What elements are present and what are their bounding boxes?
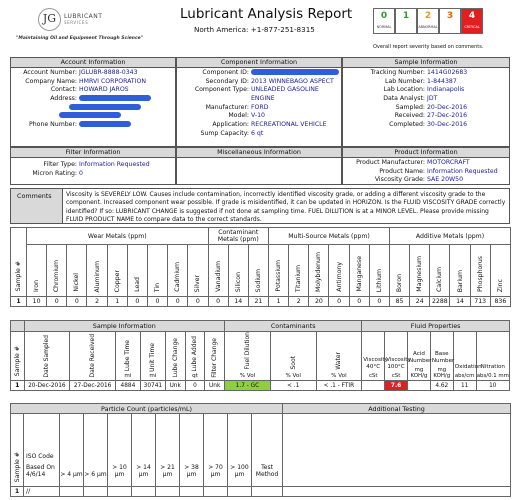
particle-sample-cell: 1 bbox=[11, 487, 24, 497]
severity-number: 4 bbox=[468, 11, 476, 21]
particle-count-header: Particle Count (particles/mL) bbox=[11, 404, 283, 414]
metal-value-boron: 85 bbox=[389, 297, 409, 307]
info-row bbox=[343, 86, 509, 95]
info-row bbox=[343, 78, 509, 87]
metal-column-label: Antimony bbox=[335, 262, 343, 292]
props-column-soot bbox=[270, 332, 316, 381]
info-value: SAE 20W50 bbox=[427, 176, 464, 184]
info-label: Contact: bbox=[50, 86, 77, 94]
props-column-viscosity-100-c bbox=[385, 332, 411, 381]
info-value: Information Requested bbox=[79, 161, 150, 168]
info-label bbox=[177, 95, 251, 104]
info-label: Micron Rating: bbox=[32, 169, 77, 177]
info-value: MOTORCRAFT bbox=[427, 159, 470, 166]
metal-value-chromium: 0 bbox=[47, 297, 67, 307]
metal-column-label: Iron bbox=[33, 280, 41, 292]
props-value-fuel-dilution: 1.7 - GC bbox=[225, 381, 271, 391]
info-row bbox=[11, 161, 175, 170]
props-value-base-number: 4.62 bbox=[430, 381, 453, 391]
metal-column-silicon bbox=[228, 245, 248, 297]
props-column-lube-time bbox=[115, 332, 140, 381]
metal-column-label: Barium bbox=[456, 269, 464, 292]
metal-group-wear-metals-ppm: Wear Metals (ppm) bbox=[27, 228, 209, 245]
props-column-acid-number bbox=[408, 332, 431, 381]
props-sample-label: Sample # bbox=[13, 346, 21, 377]
metal-column-label: Tin bbox=[154, 282, 162, 292]
metal-column-potassium bbox=[268, 245, 288, 297]
props-column-label: Viscosity 40°C bbox=[363, 357, 388, 370]
particle-value-cell bbox=[180, 487, 204, 497]
info-value: 20-Dec-2016 bbox=[427, 103, 468, 111]
misc-info-header: Miscellaneous Information bbox=[177, 148, 341, 158]
metal-column-lithium bbox=[369, 245, 389, 297]
metal-column-label: Potassium bbox=[275, 260, 283, 292]
info-row bbox=[343, 95, 509, 104]
props-column-label: Viscosity 100°C bbox=[386, 357, 411, 370]
props-column-unit: mi bbox=[124, 373, 132, 380]
severity-scale bbox=[373, 8, 485, 34]
info-row bbox=[177, 104, 341, 113]
props-column-label: Lube Time bbox=[124, 340, 132, 372]
metal-value-silicon: 14 bbox=[228, 297, 248, 307]
severity-label: CRITICAL bbox=[464, 25, 480, 29]
props-column-unit: qt bbox=[192, 373, 198, 380]
additional-testing-cell bbox=[283, 487, 511, 497]
metal-column-label: Phosphorus bbox=[476, 256, 484, 292]
info-value: RECREATIONAL VEHICLE bbox=[251, 121, 327, 129]
props-column-label: Water bbox=[335, 351, 343, 370]
info-row bbox=[11, 104, 175, 113]
metal-column-label: Lithium bbox=[375, 268, 383, 292]
iso-code-cell: // bbox=[24, 487, 60, 497]
metal-column-magnesium bbox=[410, 245, 430, 297]
sample-info-header: Sample Information bbox=[343, 58, 509, 68]
info-value: UNLEADED GASOLINE bbox=[251, 86, 319, 94]
info-value: Information Requested bbox=[427, 167, 498, 175]
props-value-lube-added: 0 bbox=[185, 381, 205, 391]
metal-value-antimony: 0 bbox=[329, 297, 349, 307]
component-info-header: Component Information bbox=[177, 58, 341, 68]
info-row bbox=[177, 78, 341, 87]
props-column-unit: cSt bbox=[391, 373, 401, 380]
iso-code-label: ISO Code bbox=[26, 453, 54, 460]
severity-cell-0 bbox=[373, 8, 395, 34]
redacted-value bbox=[79, 121, 131, 127]
info-row bbox=[11, 95, 175, 104]
metal-value-manganese: 0 bbox=[349, 297, 369, 307]
info-label: Address: bbox=[50, 95, 77, 103]
particle-column-38-m: > 38 µm bbox=[180, 414, 204, 487]
sample-number-cell: 1 bbox=[11, 297, 27, 307]
metal-value-sodium: 21 bbox=[248, 297, 268, 307]
props-value-lube-change: Unk bbox=[165, 381, 185, 391]
particle-value-cell bbox=[108, 487, 132, 497]
metal-column-label: Cadmium bbox=[174, 262, 182, 292]
metal-value-calcium: 2288 bbox=[430, 297, 450, 307]
misc-info-section bbox=[176, 147, 342, 185]
particle-value-cell bbox=[84, 487, 108, 497]
metal-column-calcium bbox=[430, 245, 450, 297]
severity-label: NORMAL bbox=[376, 25, 392, 29]
info-label: Component Type: bbox=[194, 86, 249, 94]
metal-value-molybdenum: 20 bbox=[309, 297, 329, 307]
info-label: Data Analyst: bbox=[383, 95, 425, 103]
info-value: V-10 bbox=[251, 112, 265, 120]
particle-column-14-m: > 14 µm bbox=[132, 414, 156, 487]
metal-column-silver bbox=[188, 245, 208, 297]
props-value-soot: < .1 bbox=[270, 381, 316, 391]
metal-column-zinc bbox=[490, 245, 510, 297]
info-label: Account Number: bbox=[23, 69, 77, 76]
metal-column-label: Vanadium bbox=[214, 261, 222, 292]
filter-info-section bbox=[10, 147, 176, 185]
info-label: Completed: bbox=[389, 121, 425, 129]
props-column-unit: mi bbox=[149, 373, 157, 380]
metal-column-boron bbox=[389, 245, 409, 297]
props-column-lube-added bbox=[185, 332, 205, 381]
info-value: HMRVI CORPORATION bbox=[79, 77, 146, 85]
info-value: ENGINE bbox=[251, 95, 275, 103]
info-value: 2013 WINNEBAGO ASPECT bbox=[251, 77, 334, 85]
particle-value-cell bbox=[204, 487, 228, 497]
metal-column-label: Chromium bbox=[53, 259, 61, 292]
comments-text: Viscosity is SEVERELY LOW. Causes include contamination, incorrectly identified viscosity grade, or adding a different viscosity grade to the component. Increased component wear possible. If grade is misidentified, it can be updated in HORIZON. Is the FLUID VISCOSITY GRADE correctly identified? If so: LUBRICANT CHANGE is suggested if not done at sampling time. FUEL DILUTION is at a MINOR LEVEL. Please provide missing FLUID PRODUCT NAME to compare data to the correct standards. bbox=[66, 191, 506, 223]
particle-column-4-m: > 4 µm bbox=[60, 414, 84, 487]
metal-column-molybdenum bbox=[309, 245, 329, 297]
comments-section bbox=[10, 188, 510, 224]
account-info-section bbox=[10, 57, 176, 147]
info-label: Secondary ID: bbox=[205, 77, 249, 85]
info-label: Sump Capacity: bbox=[200, 129, 249, 137]
props-column-label: Nitration bbox=[480, 363, 505, 370]
props-column-label: Filter Change bbox=[211, 337, 219, 378]
info-value: FORD bbox=[251, 103, 269, 111]
metal-value-aluminum: 2 bbox=[87, 297, 107, 307]
props-value-acid-number bbox=[408, 381, 431, 391]
props-sample-header bbox=[11, 332, 25, 381]
metal-column-label: Copper bbox=[113, 269, 121, 292]
metal-value-barium: 14 bbox=[450, 297, 470, 307]
props-column-label: Base Number bbox=[431, 351, 455, 364]
particle-count-table bbox=[10, 403, 510, 497]
info-row bbox=[11, 86, 175, 95]
metal-column-label: Manganese bbox=[355, 256, 363, 292]
props-value-viscosity-40-c bbox=[362, 381, 385, 391]
info-row bbox=[343, 112, 509, 121]
info-value: JGLUBR-8888-0343 bbox=[79, 69, 138, 76]
props-value-lube-time: 4884 bbox=[115, 381, 140, 391]
metal-group-contaminant-metals-ppm: Contaminant Metals (ppm) bbox=[208, 228, 268, 245]
props-column-date-received bbox=[70, 332, 116, 381]
particle-column-100-m: > 100 µm bbox=[228, 414, 252, 487]
props-value-unit-time: 30741 bbox=[140, 381, 165, 391]
metal-column-label: Boron bbox=[396, 273, 404, 292]
particle-column-21-m: > 21 µm bbox=[156, 414, 180, 487]
info-row bbox=[11, 121, 175, 130]
severity-number: 0 bbox=[380, 11, 388, 21]
metal-value-copper: 1 bbox=[107, 297, 127, 307]
metal-column-aluminum bbox=[87, 245, 107, 297]
info-label: Filter Type: bbox=[43, 161, 77, 168]
metal-value-vanadium: 0 bbox=[208, 297, 228, 307]
props-column-oxidation bbox=[453, 332, 482, 381]
metal-column-label: Lead bbox=[133, 277, 141, 292]
props-value-nitration: 10 bbox=[476, 381, 509, 391]
info-label: Lab Number: bbox=[385, 77, 425, 85]
metal-column-label: Aluminum bbox=[93, 260, 101, 292]
info-row bbox=[11, 69, 175, 78]
props-column-unit: mg KOH/g bbox=[433, 367, 451, 380]
props-value-filter-change: Unk bbox=[205, 381, 225, 391]
severity-note: Overall report severity based on comments. bbox=[373, 44, 484, 50]
props-column-lube-change bbox=[165, 332, 185, 381]
metal-column-manganese bbox=[349, 245, 369, 297]
metal-value-titanium: 2 bbox=[289, 297, 309, 307]
info-row bbox=[11, 112, 175, 121]
metals-table bbox=[10, 227, 510, 307]
fluid-properties-table bbox=[10, 320, 510, 391]
props-column-label: Lube Added bbox=[191, 335, 199, 372]
severity-label: ABNORMAL bbox=[418, 25, 438, 29]
metal-column-label: Nickel bbox=[73, 273, 81, 292]
props-column-label: Acid Number bbox=[409, 351, 432, 364]
particle-value-cell bbox=[156, 487, 180, 497]
props-column-unit: abs/cm bbox=[454, 373, 475, 380]
severity-cell-4 bbox=[461, 8, 483, 34]
sample-info-section bbox=[342, 57, 510, 147]
props-column-filter-change bbox=[205, 332, 225, 381]
metal-column-copper bbox=[107, 245, 127, 297]
info-row bbox=[343, 176, 509, 185]
particle-value-cell bbox=[228, 487, 252, 497]
info-row bbox=[11, 78, 175, 87]
info-value: 6 qt bbox=[251, 129, 264, 137]
props-group-fluid-properties: Fluid Properties bbox=[362, 321, 510, 332]
info-value: 0 bbox=[79, 169, 83, 177]
redacted-value bbox=[59, 112, 121, 118]
metal-value-magnesium: 24 bbox=[410, 297, 430, 307]
sample-number-header: Sample # bbox=[11, 228, 27, 297]
info-label: Lab Location: bbox=[383, 86, 425, 94]
metal-value-zinc: 836 bbox=[490, 297, 510, 307]
props-column-unit: % Vol bbox=[331, 373, 347, 380]
info-value: 1414G02683 bbox=[427, 69, 468, 76]
props-column-label: Lube Change bbox=[171, 338, 179, 378]
props-column-unit: % Vol bbox=[285, 373, 301, 380]
particle-column-70-m: > 70 µm bbox=[204, 414, 228, 487]
product-info-header: Product Information bbox=[343, 148, 509, 158]
info-value: 27-Dec-2016 bbox=[427, 112, 468, 120]
info-row bbox=[177, 69, 341, 78]
severity-cell-1 bbox=[395, 8, 417, 34]
props-column-label: Date Received bbox=[89, 333, 97, 378]
particle-value-cell bbox=[132, 487, 156, 497]
metal-column-vanadium bbox=[208, 245, 228, 297]
info-row bbox=[177, 86, 341, 95]
component-info-section bbox=[176, 57, 342, 147]
metal-column-label: Titanium bbox=[295, 264, 303, 292]
metal-column-titanium bbox=[289, 245, 309, 297]
metal-column-phosphorus bbox=[470, 245, 490, 297]
account-info-header: Account Information bbox=[11, 58, 175, 68]
logo-name-2: SERVICES bbox=[64, 20, 89, 25]
props-value-date-received: 27-Dec-2016 bbox=[70, 381, 116, 391]
comments-label: Comments bbox=[11, 189, 63, 223]
severity-number: 2 bbox=[424, 11, 432, 21]
info-row bbox=[177, 130, 341, 139]
metal-column-label: Calcium bbox=[436, 267, 444, 292]
info-label: Sampled: bbox=[395, 103, 425, 111]
info-label: Product Name: bbox=[379, 167, 425, 175]
particle-sample-label: Sample # bbox=[13, 451, 21, 482]
particle-sample-header bbox=[11, 414, 24, 487]
metal-column-nickel bbox=[67, 245, 87, 297]
particle-value-cell bbox=[252, 487, 283, 497]
props-column-base-number bbox=[430, 332, 453, 381]
metal-value-potassium: 1 bbox=[268, 297, 288, 307]
info-label: Tracking Number: bbox=[370, 69, 425, 76]
metal-group-additive-metals-ppm: Additive Metals (ppm) bbox=[389, 228, 510, 245]
props-column-date-sampled bbox=[24, 332, 70, 381]
filter-info-header: Filter Information bbox=[11, 148, 175, 158]
info-row bbox=[177, 95, 341, 104]
info-row bbox=[343, 121, 509, 130]
logo-letters: JG bbox=[42, 12, 57, 25]
severity-number: 3 bbox=[446, 11, 454, 21]
additional-testing-header: Additional Testing bbox=[283, 404, 511, 414]
props-sample-cell: 1 bbox=[11, 381, 25, 391]
metal-value-nickel: 0 bbox=[67, 297, 87, 307]
redacted-value bbox=[251, 69, 339, 75]
info-label: Phone Number: bbox=[29, 121, 77, 129]
metal-column-label: Zinc bbox=[496, 278, 504, 292]
metal-column-sodium bbox=[248, 245, 268, 297]
props-column-water bbox=[316, 332, 362, 381]
info-label: Company Name: bbox=[25, 77, 77, 85]
severity-cell-3 bbox=[439, 8, 461, 34]
metal-column-tin bbox=[147, 245, 167, 297]
metal-column-lead bbox=[127, 245, 147, 297]
info-row bbox=[177, 112, 341, 121]
metal-column-antimony bbox=[329, 245, 349, 297]
particle-value-cell bbox=[60, 487, 84, 497]
info-label: Product Manufacturer: bbox=[356, 159, 425, 166]
metal-column-chromium bbox=[47, 245, 67, 297]
info-label: Component ID: bbox=[202, 69, 249, 76]
info-row bbox=[177, 121, 341, 130]
metal-value-silver: 0 bbox=[188, 297, 208, 307]
product-info-section bbox=[342, 147, 510, 185]
severity-cell-2 bbox=[417, 8, 439, 34]
additional-testing-body bbox=[283, 414, 511, 487]
iso-code-header bbox=[24, 414, 60, 487]
info-value: 30-Dec-2016 bbox=[427, 121, 468, 129]
props-group-contaminants: Contaminants bbox=[225, 321, 362, 332]
props-column-fuel-dilution bbox=[225, 332, 271, 381]
metal-group-multi-source-metals-ppm: Multi-Source Metals (ppm) bbox=[268, 228, 389, 245]
props-column-unit: abs/0.1 mm bbox=[476, 373, 509, 380]
phone-number: North America: +1-877-251-8315 bbox=[194, 25, 315, 34]
props-column-unit-time bbox=[140, 332, 165, 381]
info-label: Manufacturer: bbox=[205, 103, 249, 111]
props-value-water: < .1 - FTIR bbox=[316, 381, 362, 391]
info-row bbox=[11, 170, 175, 179]
metal-column-label: Magnesium bbox=[416, 256, 424, 292]
props-group-sample-information: Sample Information bbox=[24, 321, 225, 332]
metal-column-label: Silver bbox=[194, 274, 202, 292]
report-title: Lubricant Analysis Report bbox=[180, 6, 353, 22]
metal-column-label: Molybdenum bbox=[315, 251, 323, 292]
metal-value-phosphorus: 713 bbox=[470, 297, 490, 307]
particle-column-6-m: > 6 µm bbox=[84, 414, 108, 487]
company-logo bbox=[38, 8, 118, 32]
info-label: Received: bbox=[394, 112, 425, 120]
props-column-label: Unit Time bbox=[149, 342, 157, 372]
props-column-unit: cSt bbox=[368, 373, 378, 380]
metal-value-cadmium: 0 bbox=[168, 297, 188, 307]
props-column-unit: % Vol bbox=[239, 373, 256, 380]
severity-number: 1 bbox=[402, 11, 410, 21]
metal-value-tin: 0 bbox=[147, 297, 167, 307]
info-row bbox=[343, 104, 509, 113]
info-label: Viscosity Grade: bbox=[374, 176, 425, 184]
metal-column-cadmium bbox=[168, 245, 188, 297]
info-value: 1-844387 bbox=[427, 77, 457, 85]
info-row bbox=[343, 159, 509, 168]
info-row bbox=[343, 69, 509, 78]
metal-value-lithium: 0 bbox=[369, 297, 389, 307]
props-column-label: Fuel Dilution bbox=[243, 332, 251, 370]
metal-column-label: Silicon bbox=[234, 271, 242, 292]
redacted-value bbox=[79, 95, 151, 101]
metal-value-lead: 0 bbox=[127, 297, 147, 307]
props-column-unit: mg KOH/g bbox=[410, 367, 428, 380]
info-value: Indianapolis bbox=[427, 86, 465, 94]
props-column-label: Date Sampled bbox=[43, 334, 51, 378]
props-value-date-sampled: 20-Dec-2016 bbox=[24, 381, 70, 391]
props-column-label: Oxidation bbox=[454, 363, 482, 370]
props-value-viscosity-100-c: 7.6 bbox=[385, 381, 408, 391]
info-value: JDT bbox=[427, 95, 438, 103]
info-label: Model: bbox=[228, 112, 249, 120]
props-column-label: Soot bbox=[289, 355, 297, 370]
info-row bbox=[343, 168, 509, 177]
particle-column-test-method: Test Method bbox=[252, 414, 283, 487]
metal-column-barium bbox=[450, 245, 470, 297]
iso-based-on: Based On 4/6/14 bbox=[26, 464, 55, 478]
props-column-nitration bbox=[476, 332, 509, 381]
props-column-viscosity-40-c bbox=[362, 332, 388, 381]
metal-column-iron bbox=[27, 245, 47, 297]
info-label: Application: bbox=[212, 121, 249, 129]
logo-mark bbox=[38, 8, 61, 31]
info-value: HOWARD JAROS bbox=[79, 86, 129, 94]
particle-column-10-m: > 10 µm bbox=[108, 414, 132, 487]
redacted-value bbox=[69, 104, 141, 110]
tagline: "Maintaining Oil and Equipment Through Science" bbox=[16, 36, 144, 41]
metal-value-iron: 10 bbox=[27, 297, 47, 307]
metal-column-label: Sodium bbox=[254, 268, 262, 292]
logo-name: LUBRICANT bbox=[64, 13, 103, 20]
props-value-oxidation: 11 bbox=[453, 381, 476, 391]
